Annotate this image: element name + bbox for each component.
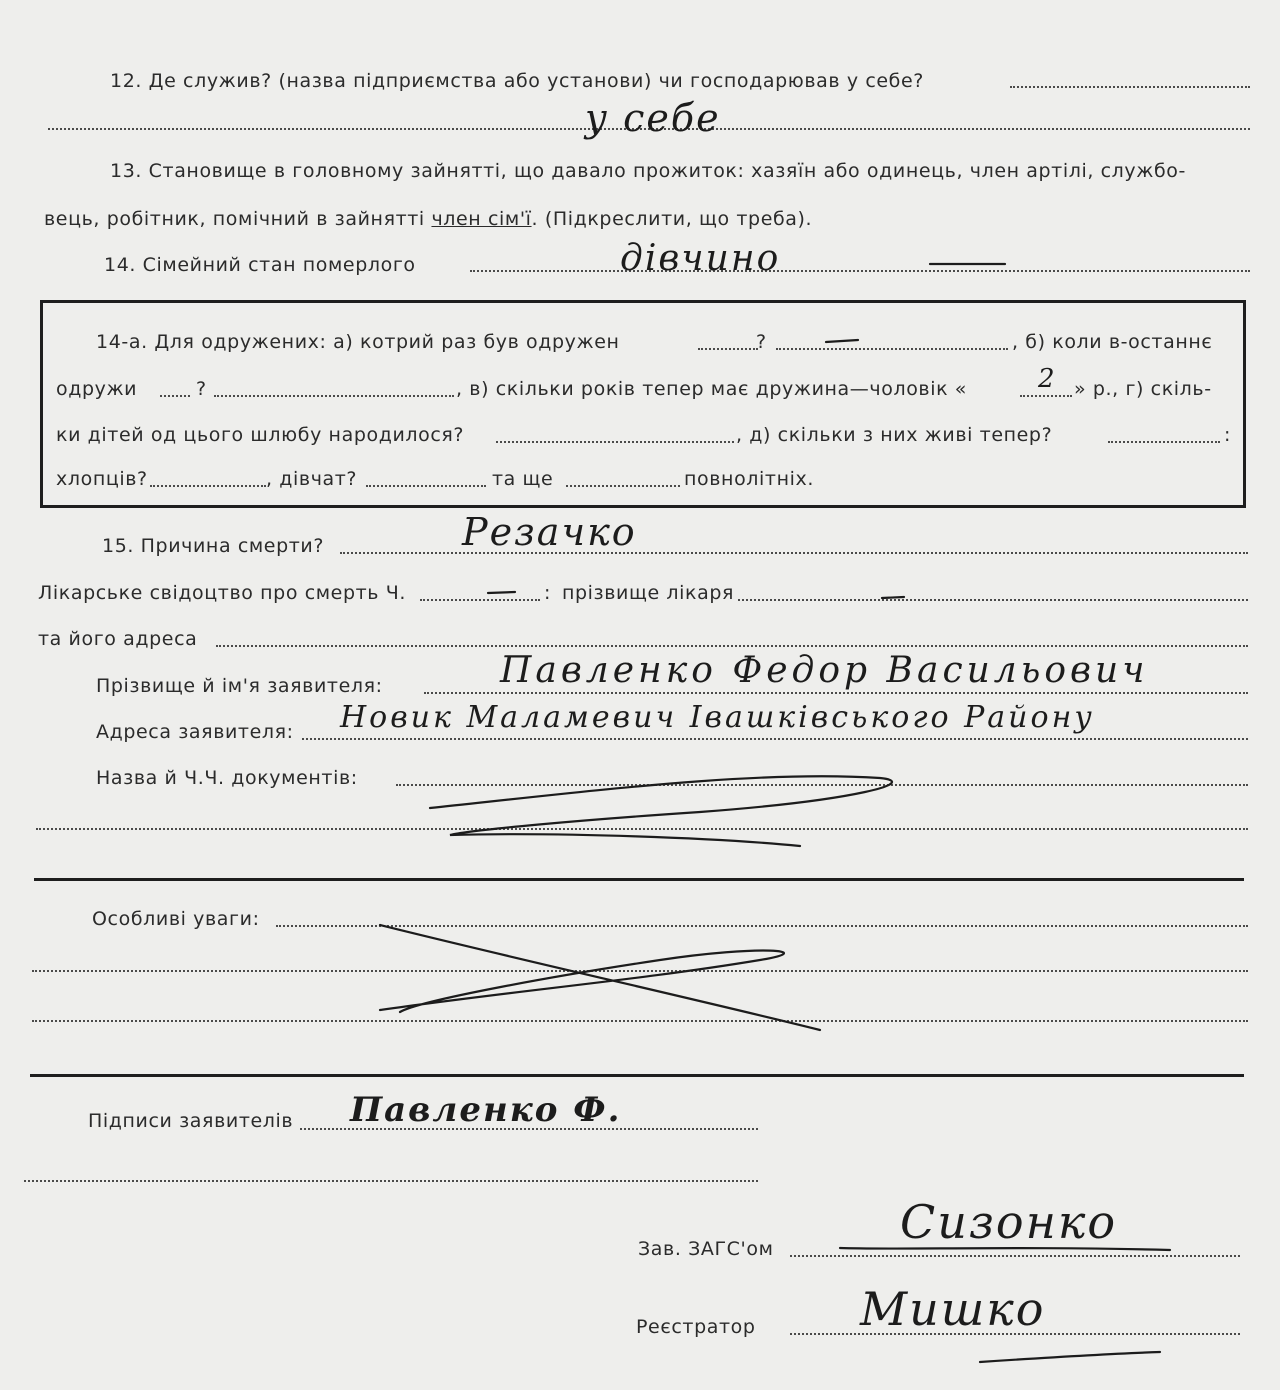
q14a-line1-label: 14-а. Для одружених: а) котрий раз був одружен (96, 331, 620, 353)
q13-line2-a: вець, робітник, помічний в зайнятті (44, 208, 432, 230)
applicants-signature-label: Підписи заявителів (88, 1110, 294, 1132)
q14a-line2-q: ? (196, 378, 207, 400)
zags-head-label: Зав. ЗАГС'ом (638, 1238, 774, 1260)
q13-line2-b: . (Підкреслити, що треба). (531, 208, 813, 230)
zags-head-signature: Сизонко (900, 1195, 1118, 1249)
q14a-dash-stroke (826, 340, 858, 342)
q12-label: 12. Де служив? (назва підприємства або установи) чи господарював у себе? (110, 70, 924, 92)
zags-head-underline (840, 1248, 1170, 1250)
doctor-dash-stroke (882, 597, 904, 598)
registrar-label: Реєстратор (636, 1316, 756, 1338)
applicant-name-value: Павленко Федор Васильович (500, 650, 1149, 691)
applicant-address-label: Адреса заявителя: (96, 721, 294, 743)
q14-answer: дівчино (620, 238, 781, 279)
q14a-years-value: 2 (1038, 364, 1057, 394)
applicant-address-value: Новик Маламевич Івашківського Району (340, 700, 1095, 735)
medical-cert-sep: : (544, 582, 552, 604)
applicants-signature: Павленко Ф. (350, 1090, 622, 1130)
q14a-line2-b: , в) скільки років тепер має дружина—чоловік « (456, 378, 968, 400)
q14a-line2-c: » р., г) скіль- (1074, 378, 1212, 400)
q14-label: 14. Сімейний стан померлого (104, 254, 416, 276)
applicant-name-label: Прізвище й ім'я заявителя: (96, 675, 383, 697)
q13-line2-underlined: член сім'ї (431, 208, 532, 230)
q14a-line4-c: та ще (492, 468, 554, 490)
q14a-line3-a: ки дітей од цього шлюбу народилося? (56, 424, 465, 446)
q14a-line3-b: , д) скільки з них живі тепер? (736, 424, 1053, 446)
q15-label: 15. Причина смерти? (102, 535, 325, 557)
remarks-cancel-scribble (380, 925, 820, 1030)
registrar-underline (980, 1352, 1160, 1362)
q14a-line4-b: , дівчат? (266, 468, 358, 490)
q14a-line4-a: хлопців? (56, 468, 148, 490)
q15-answer: Резачко (462, 510, 637, 554)
q14a-line1-q: ? (756, 331, 767, 353)
doctor-name-label: прізвище лікаря (562, 582, 735, 604)
q14a-line4-d: повнолітніх. (684, 468, 814, 490)
q14a-line2-a: одружи (56, 378, 138, 400)
q12-answer: у себе (585, 96, 721, 140)
q13-line1: 13. Становище в головному зайнятті, що давало прожиток: хазяїн або одинець, член артілі, службо- (110, 160, 1186, 182)
q14a-line1-b: , б) коли в-останнє (1012, 331, 1213, 353)
q14a-line3-c: : (1224, 424, 1232, 446)
documents-label: Назва й Ч.Ч. документів: (96, 767, 358, 789)
documents-cancel-scribble (430, 776, 892, 846)
doctor-address-label: та його адреса (38, 628, 198, 650)
medical-dash-stroke (488, 592, 515, 593)
remarks-label: Особливі уваги: (92, 908, 260, 930)
medical-cert-label: Лікарське свідоцтво про смерть Ч. (38, 582, 406, 604)
registrar-signature: Мишко (860, 1282, 1046, 1336)
